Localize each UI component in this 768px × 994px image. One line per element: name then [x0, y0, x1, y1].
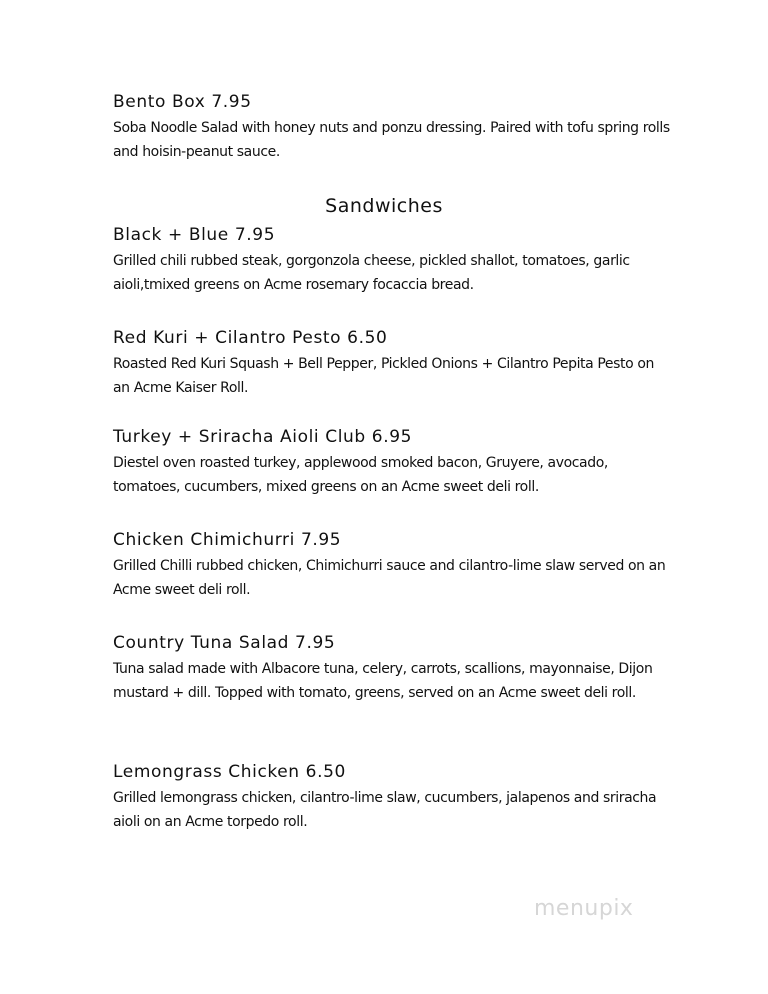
item-description: Roasted Red Kuri Squash + Bell Pepper, Pickled Onions + Cilantro Pepita Pesto on an Acme Kaiser Roll.: [113, 356, 654, 396]
item-title: Red Kuri + Cilantro Pesto 6.50: [113, 328, 388, 348]
item-title: Turkey + Sriracha Aioli Club 6.95: [113, 427, 413, 447]
item-title: Chicken Chimichurri 7.95: [113, 530, 342, 550]
menu-item: [113, 529, 673, 602]
item-description: Grilled lemongrass chicken, cilantro-lime slaw, cucumbers, jalapenos and sriracha aioli on an Acme torpedo roll.: [113, 790, 657, 830]
menu-item: [113, 761, 673, 834]
item-description: Grilled Chilli rubbed chicken, Chimichurri sauce and cilantro-lime slaw served on an Acme sweet deli roll.: [113, 558, 666, 598]
menu-item: [113, 327, 673, 400]
menu-item: [113, 426, 673, 499]
item-title: Country Tuna Salad 7.95: [113, 633, 336, 653]
menu-item: [113, 224, 673, 297]
item-description: Grilled chili rubbed steak, gorgonzola cheese, pickled shallot, tomatoes, garlic aioli,tmixed greens on Acme rosemary focaccia bread.: [113, 253, 630, 293]
section-title-text: Sandwiches: [325, 195, 443, 217]
item-title: Black + Blue 7.95: [113, 225, 276, 245]
item-description: Tuna salad made with Albacore tuna, celery, carrots, scallions, mayonnaise, Dijon mustard + dill. Topped with tomato, greens, served on an Acme sweet deli roll.: [113, 661, 653, 701]
item-title: Lemongrass Chicken 6.50: [113, 762, 346, 782]
item-description: Soba Noodle Salad with honey nuts and ponzu dressing. Paired with tofu spring rolls and hoisin-peanut sauce.: [113, 120, 670, 160]
item-title: Bento Box 7.95: [113, 92, 252, 112]
watermark: menupix: [534, 896, 634, 921]
section-title: [0, 195, 768, 217]
item-description: Diestel oven roasted turkey, applewood smoked bacon, Gruyere, avocado, tomatoes, cucumbers, mixed greens on an Acme sweet deli roll.: [113, 455, 608, 495]
menu-item-bento-box: [113, 91, 673, 164]
menu-item: [113, 632, 673, 705]
